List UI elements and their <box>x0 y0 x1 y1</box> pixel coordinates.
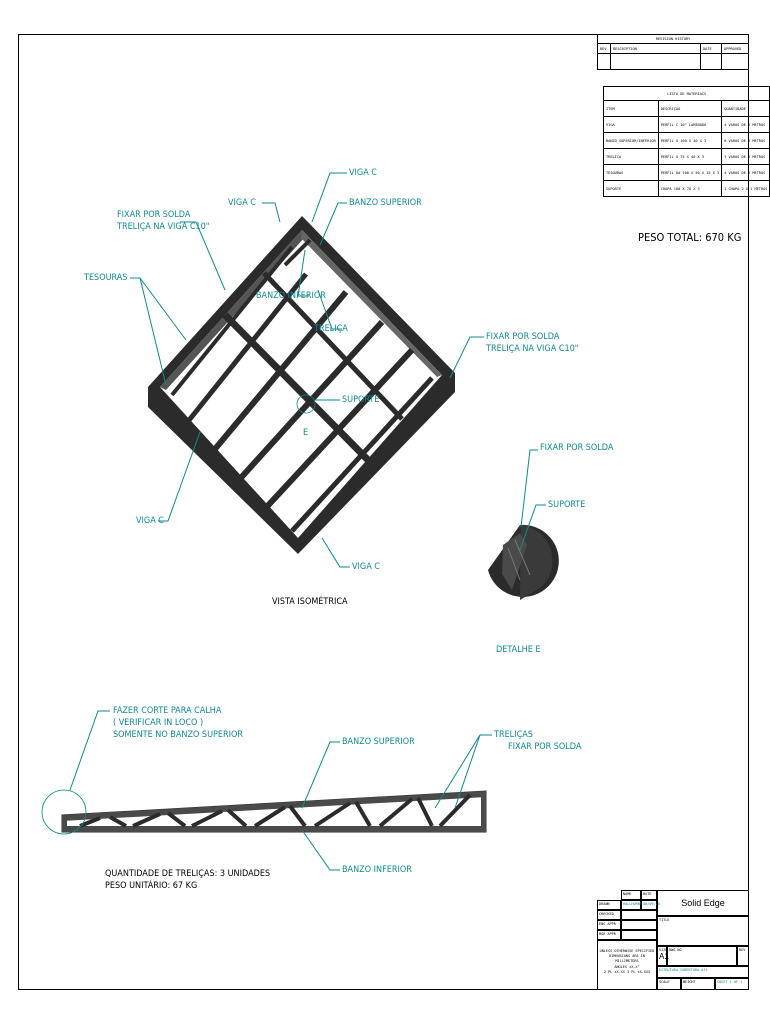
revision-header: DATE <box>701 44 722 54</box>
materials-cell: PERFIL UA 100 X 50 X 15 X 3 <box>658 165 721 181</box>
label-trelicas-2: FIXAR POR SOLDA <box>508 742 582 752</box>
tb-dwg-no: DWG NO <box>667 946 737 966</box>
tb-col-name: NAME <box>621 890 641 900</box>
materials-cell: 4 VARAS DE 6 METROS <box>722 165 770 181</box>
tb-note: ANGLES ±X.X° <box>614 964 640 969</box>
materials-cell: 3 VARAS DE 6 METROS <box>722 149 770 165</box>
title-detalhe-e: DETALHE E <box>496 645 541 655</box>
label-viga-c-left: VIGA C <box>228 198 256 208</box>
tb-title-field: TITLE <box>657 916 749 946</box>
tb-drawn: DRAWN <box>597 900 621 910</box>
materials-header: DESCRIÇÃO <box>658 101 721 117</box>
tb-drawn-date: 08/09/20 <box>641 900 657 910</box>
truss-unit-weight: PESO UNITÁRIO: 67 KG <box>105 881 198 891</box>
truss-quantity: QUANTIDADE DE TRELIÇAS: 3 UNIDADES <box>105 869 271 879</box>
tb-notes <box>597 940 657 990</box>
label-corte-1: FAZER CORTE PARA CALHA <box>113 706 222 716</box>
tb-checked: CHECKED <box>597 910 621 920</box>
materials-cell: 4 VARAS DE 6 METROS <box>722 117 770 133</box>
label-corte-2: ( VERIFICAR IN LOCO ) <box>113 718 204 728</box>
tb-mgr-appr: MGR APPR <box>597 930 621 940</box>
title-vista-isometrica: VISTA ISOMÉTRICA <box>272 597 348 607</box>
materials-cell: CHAPA 100 X 70 X 3 <box>658 181 721 197</box>
materials-header: ITEM <box>604 101 659 117</box>
label-fixar-left-2: TRELIÇA NA VIGA C10" <box>117 222 210 232</box>
materials-cell: SUPORTE <box>604 181 659 197</box>
label-trelicas-1: TRELIÇAS <box>494 730 533 740</box>
label-truss-banzo-inferior: BANZO INFERIOR <box>342 865 412 875</box>
label-viga-c-bottom-right: VIGA C <box>352 562 380 572</box>
tb-eng-appr: ENG APPR <box>597 920 621 930</box>
detail-e-view <box>488 525 559 600</box>
tb-scale: SCALE <box>657 978 681 990</box>
materials-header: QUANTIDADE <box>722 101 770 117</box>
materials-cell: PERFIL U 75 X 40 X 3 <box>658 149 721 165</box>
truss-side-view <box>42 790 486 834</box>
tb-drawn-name: HALLHOMBR <box>621 900 641 910</box>
tb-rev: REV <box>737 946 749 966</box>
materials-cell: 6 VARAS DE 6 METROS <box>722 133 770 149</box>
materials-title: LISTA DE MATERIAIS <box>604 87 770 101</box>
detail-label-suporte: SUPORTE <box>548 500 586 510</box>
detail-marker-e: E <box>303 428 309 438</box>
label-tesouras: TESOURAS <box>84 273 128 283</box>
label-corte-3: SOMENTE NO BANZO SUPERIOR <box>113 730 244 740</box>
materials-cell: VIGA <box>604 117 659 133</box>
label-fixar-right-1: FIXAR POR SOLDA <box>486 332 560 342</box>
tb-sheet: SHEET 1 OF 1 <box>715 978 749 990</box>
detail-label-fixar: FIXAR POR SOLDA <box>540 443 614 453</box>
label-fixar-right-2: TRELIÇA NA VIGA C10" <box>486 344 579 354</box>
materials-cell: TESOURAS <box>604 165 659 181</box>
label-trelica: TRELIÇA <box>314 324 348 334</box>
tb-note: 2 PL ±X.XX 3 PL ±X.XXX <box>603 969 651 974</box>
tb-weight: WEIGHT <box>681 978 715 990</box>
label-viga-c-top: VIGA C <box>349 168 377 178</box>
tb-size-value: A1 <box>659 952 669 961</box>
revision-header: REV <box>598 44 611 54</box>
tb-size: SIZE A1 <box>657 946 667 966</box>
materials-cell: TRELIÇA <box>604 149 659 165</box>
revision-header: APPROVED <box>722 44 749 54</box>
tb-note: DIMENSIONS ARE IN MILLIMETERS <box>609 954 645 964</box>
tb-note: UNLESS OTHERWISE SPECIFIED <box>599 949 655 953</box>
materials-cell: PERFIL C 10" LAMINADO <box>658 117 721 133</box>
title-block <box>597 890 749 990</box>
materials-cell: PERFIL U 100 X 40 X 3 <box>658 133 721 149</box>
tb-col-date: DATE <box>641 890 657 900</box>
materials-cell: 1 CHAPA 2 X 1 METROS <box>722 181 770 197</box>
isometric-frame <box>148 216 455 554</box>
peso-total: PESO TOTAL: 670 KG <box>638 231 742 244</box>
solid-edge-brand: Solid Edge <box>657 890 749 916</box>
revision-title: REVISION HISTORY <box>598 35 749 44</box>
label-truss-banzo-superior: BANZO SUPERIOR <box>342 737 415 747</box>
label-fixar-left-1: FIXAR POR SOLDA <box>117 210 191 220</box>
revision-header: DESCRIPTION <box>611 44 701 54</box>
label-suporte: SUPORTE <box>342 395 380 405</box>
materials-cell: BANZO SUPERIOR/INFERIOR <box>604 133 659 149</box>
label-banzo-inferior: BANZO INFERIOR <box>256 291 326 301</box>
tb-file: ESTRUTURA COBERTURA.dft <box>657 966 749 978</box>
label-viga-c-bottom-left: VIGA C <box>136 516 164 526</box>
label-banzo-superior: BANZO SUPERIOR <box>349 198 422 208</box>
